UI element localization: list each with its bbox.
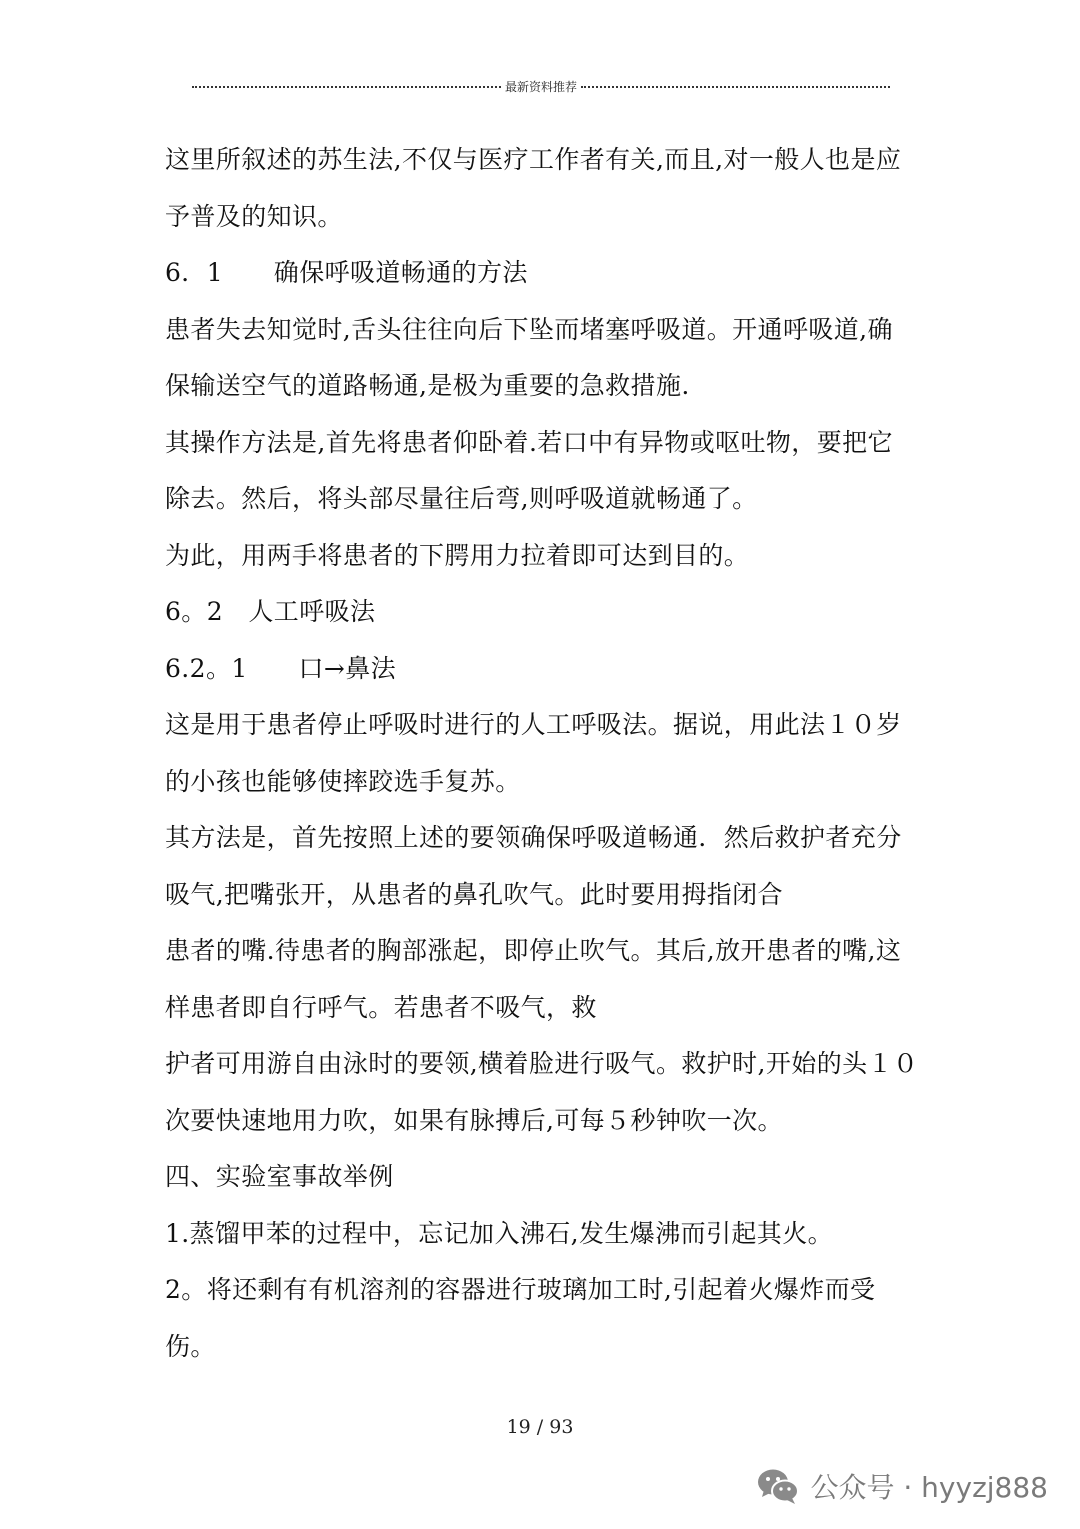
text-line: 样患者即自行呼气。若患者不吸气，救: [165, 992, 597, 1022]
header-dots-right: [581, 86, 890, 88]
text-line: 2。将还剩有有机溶剂的容器进行玻璃加工时,引起着火爆炸而受: [165, 1275, 876, 1304]
text-line: 吸气,把嘴张开，从患者的鼻孔吹气。此时要用拇指闭合: [165, 879, 783, 909]
section-heading: 6．1 确保呼吸道畅通的方法: [165, 258, 528, 287]
text-line: 这里所叙述的苏生法,不仅与医疗工作者有关,而且,对一般人也是应: [165, 145, 902, 174]
text-line: 除去。然后，将头部尽量往后弯,则呼吸道就畅通了。: [165, 484, 758, 513]
page-header: [192, 76, 890, 96]
text-line: 为此，用两手将患者的下腭用力拉着即可达到目的。: [165, 540, 750, 570]
header-title: 最新资料推荐: [505, 79, 578, 94]
text-line: 其方法是，首先按照上述的要领确保呼吸道畅通．然后救护者充分: [165, 823, 902, 852]
text-line: 保输送空气的道路畅通,是极为重要的急救措施.: [165, 371, 690, 400]
text-line: 护者可用游自由泳时的要领,横着脸进行吸气。救护时,开始的头１０: [165, 1049, 919, 1078]
watermark-text: 公众号 · hyyzj888: [810, 1471, 1048, 1504]
section-heading: 6.2。1 口→鼻法: [165, 653, 397, 683]
page-number: 19 / 93: [506, 1416, 574, 1438]
header-dots-left: [192, 86, 501, 88]
text-line: 患者失去知觉时,舌头往往向后下坠而堵塞呼吸道。开通呼吸道,确: [165, 314, 893, 344]
document-body: [165, 132, 945, 1375]
watermark: [756, 1462, 1048, 1510]
text-line: 次要快速地用力吹，如果有脉搏后,可每５秒钟吹一次。: [165, 1105, 783, 1135]
text-line: 1.蒸馏甲苯的过程中，忘记加入沸石,发生爆沸而引起其火。: [165, 1218, 834, 1248]
text-line: 伤。: [165, 1331, 216, 1361]
text-line: 患者的嘴.待患者的胸部涨起，即停止吹气。其后,放开患者的嘴,这: [165, 936, 902, 965]
wechat-icon: [756, 1466, 800, 1506]
text-line: 其操作方法是,首先将患者仰卧着.若口中有异物或呕吐物，要把它: [165, 427, 893, 457]
text-line: 的小孩也能够使摔跤选手复苏。: [165, 766, 521, 796]
section-heading: 四、实验室事故举例: [165, 1162, 394, 1191]
text-line: 这是用于患者停止呼吸时进行的人工呼吸法。据说，用此法１０岁: [165, 710, 902, 739]
section-heading: 6。2 人工呼吸法: [165, 597, 376, 626]
text-line: 予普及的知识。: [165, 201, 343, 231]
